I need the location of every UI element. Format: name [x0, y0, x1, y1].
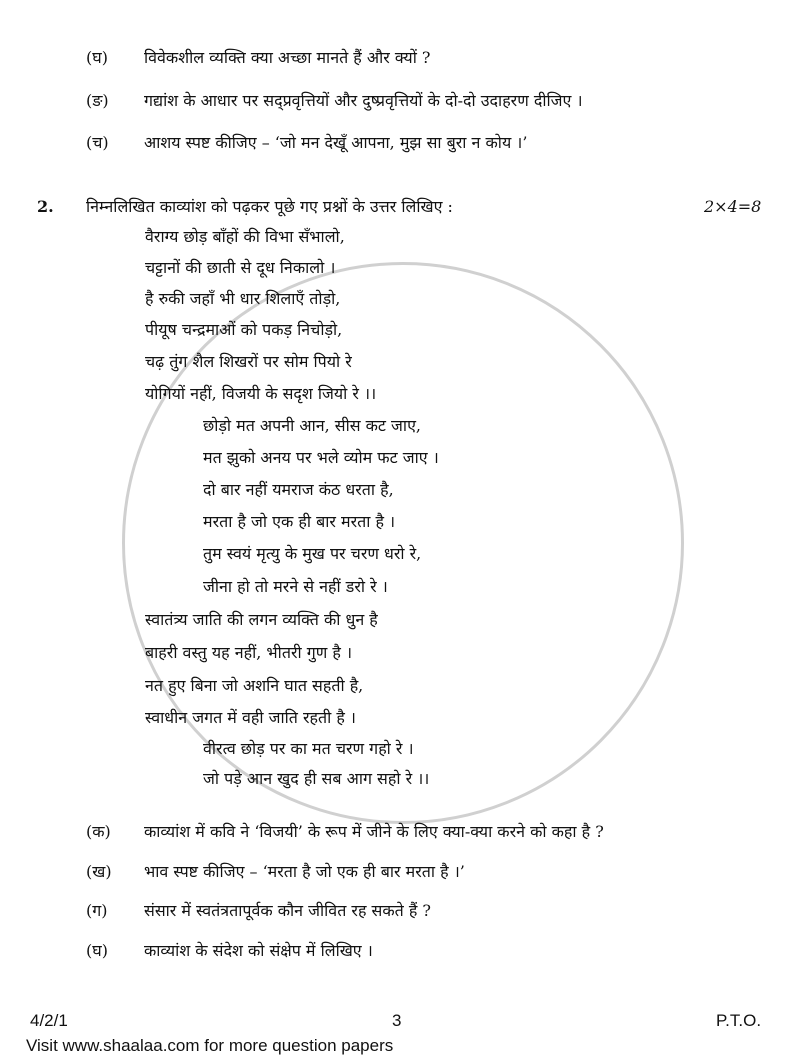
- poem-line: वैराग्य छोड़ बाँहों की विभा सँभालो,: [145, 227, 345, 246]
- poem-line: दो बार नहीं यमराज कंठ धरता है,: [203, 480, 394, 499]
- question-instruction: निम्नलिखित काव्यांश को पढ़कर पूछे गए प्रश्नों के उत्तर लिखिए :: [86, 197, 453, 216]
- question-text: विवेकशील व्यक्ति क्या अच्छा मानते हैं और क्यों ?: [144, 48, 431, 67]
- poem-line: चढ़ तुंग शैल शिखरों पर सोम पियो रे: [145, 352, 352, 371]
- poem-line: मत झुको अनय पर भले व्योम फट जाए ।: [203, 448, 439, 467]
- poem-line: मरता है जो एक ही बार मरता है ।: [203, 512, 396, 531]
- sub-question-label: (घ): [86, 941, 108, 960]
- sub-question-label: (ग): [86, 901, 108, 920]
- poem-line: नत हुए बिना जो अशनि घात सहती है,: [145, 676, 364, 695]
- question-marks: 2×4=8: [704, 197, 762, 216]
- sub-question-text: काव्यांश में कवि ने ‘विजयी’ के रूप में जीने के लिए क्या-क्या करने को कहा है ?: [144, 822, 604, 841]
- sub-question-text: संसार में स्वतंत्रतापूर्वक कौन जीवित रह सकते हैं ?: [144, 901, 432, 920]
- paper-code: 4/2/1: [30, 1011, 68, 1030]
- poem-line: चट्टानों की छाती से दूध निकालो ।: [145, 258, 336, 277]
- poem-line: बाहरी वस्तु यह नहीं, भीतरी गुण है ।: [145, 643, 353, 662]
- poem-line: स्वातंत्र्य जाति की लगन व्यक्ति की धुन है: [145, 610, 378, 629]
- poem-line: योगियों नहीं, विजयी के सदृश जियो रे ।।: [145, 384, 377, 403]
- pto-label: P.T.O.: [716, 1011, 762, 1030]
- sub-question-text: काव्यांश के संदेश को संक्षेप में लिखिए ।: [144, 941, 373, 960]
- question-number: 2.: [37, 197, 54, 216]
- question-label: (घ): [86, 48, 108, 67]
- poem-line: छोड़ो मत अपनी आन, सीस कट जाए,: [203, 416, 421, 435]
- poem-line: जो पड़े आन खुद ही सब आग सहो रे ।।: [203, 769, 430, 788]
- poem-line: तुम स्वयं मृत्यु के मुख पर चरण धरो रे,: [203, 544, 422, 563]
- question-label: (च): [86, 133, 109, 152]
- poem-line: है रुकी जहाँ भी धार शिलाएँ तोड़ो,: [145, 289, 341, 308]
- poem-line: पीयूष चन्द्रमाओं को पकड़ निचोड़ो,: [145, 320, 343, 339]
- poem-line: जीना हो तो मरने से नहीं डरो रे ।: [203, 577, 388, 596]
- question-text: आशय स्पष्ट कीजिए – ‘जो मन देखूँ आपना, मुझ सा बुरा न कोय ।’: [144, 133, 528, 152]
- poem-line: वीरत्व छोड़ पर का मत चरण गहो रे ।: [203, 739, 414, 758]
- poem-line: स्वाधीन जगत में वही जाति रहती है ।: [145, 708, 356, 727]
- sub-question-label: (ख): [86, 862, 112, 881]
- sub-question-label: (क): [86, 822, 111, 841]
- question-text: गद्यांश के आधार पर सद्प्रवृत्तियों और दुष्प्रवृत्तियों के दो-दो उदाहरण दीजिए ।: [144, 91, 583, 110]
- sub-question-text: भाव स्पष्ट कीजिए – ‘मरता है जो एक ही बार मरता है ।’: [144, 862, 465, 881]
- visit-link[interactable]: Visit www.shaalaa.com for more question papers: [26, 1036, 394, 1055]
- question-label: (ङ): [86, 91, 109, 110]
- page-number: 3: [392, 1011, 402, 1030]
